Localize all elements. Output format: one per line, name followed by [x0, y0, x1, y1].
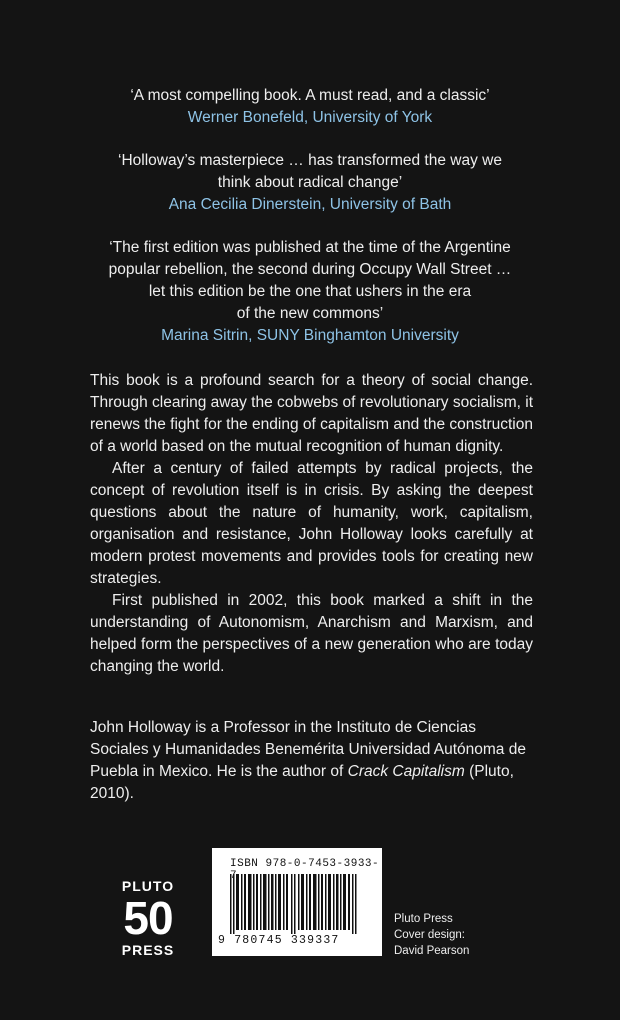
quote-1	[40, 85, 580, 129]
pluto-50-logo	[112, 878, 184, 958]
description-paragraph: This book is a profound search for a theory of social change. Through clearing away the cobwebs of revolutionary socialism, it renews the fight for the ending of capitalism and the construction of a world based on the mutual recognition of human dignity.	[90, 372, 533, 455]
logo-top-text: PLUTO	[121, 878, 175, 894]
quote-text: ‘Holloway’s masterpiece … has transformed the way we think about radical change’	[118, 152, 502, 191]
publisher-name: Pluto Press	[394, 913, 453, 925]
quote-text: ‘The first edition was published at the time of the Argentine popular rebellion, the second during Occupy Wall Street … let this edition be the one that ushers in the era of the new commons’	[108, 239, 512, 322]
designer-name: David Pearson	[394, 945, 470, 957]
barcode	[212, 848, 382, 956]
credits	[394, 911, 469, 959]
description-paragraph: First published in 2002, this book marked a shift in the understanding of Autonomism, Anarchism and Marxism, and helped form the perspectives of a new generation who are today changing the world.	[90, 592, 533, 675]
quote-2	[40, 150, 580, 216]
quote-3	[40, 237, 580, 347]
logo-bottom-text: PRESS	[121, 942, 175, 958]
bio-book-title: Crack Capitalism	[347, 763, 465, 780]
barcode-bars-icon	[224, 874, 370, 934]
isbn-digits: 9 780745 339337	[218, 934, 340, 947]
bio-text: John Holloway is a Professor in the Instituto de Ciencias Sociales y Humanidades Benemérita Universidad Autónoma de Puebla in Mexico. He is the author of	[90, 719, 526, 780]
isbn-label: ISBN 978-0-7453-3933-	[230, 858, 380, 870]
quote-attribution: Werner Bonefeld, University of York	[187, 109, 433, 126]
quote-attribution: Marina Sitrin, SUNY Binghamton University	[161, 327, 459, 344]
quote-text: ‘A most compelling book. A must read, and a classic’	[130, 87, 490, 104]
book-description	[90, 370, 533, 678]
author-bio	[90, 717, 533, 805]
quote-attribution: Ana Cecilia Dinerstein, University of Bath	[168, 196, 452, 213]
cover-design-label: Cover design:	[394, 929, 465, 941]
description-paragraph: After a century of failed attempts by radical projects, the concept of revolution itself is in crisis. By asking the deepest questions about the nature of humanity, work, capitalism, organisation and resistance, John Holloway looks carefully at modern protest movements and provides tools for creating new strategies.	[90, 460, 533, 587]
logo-number: 50	[123, 892, 173, 944]
bio-text-end: (Pluto, 2010).	[90, 763, 514, 802]
